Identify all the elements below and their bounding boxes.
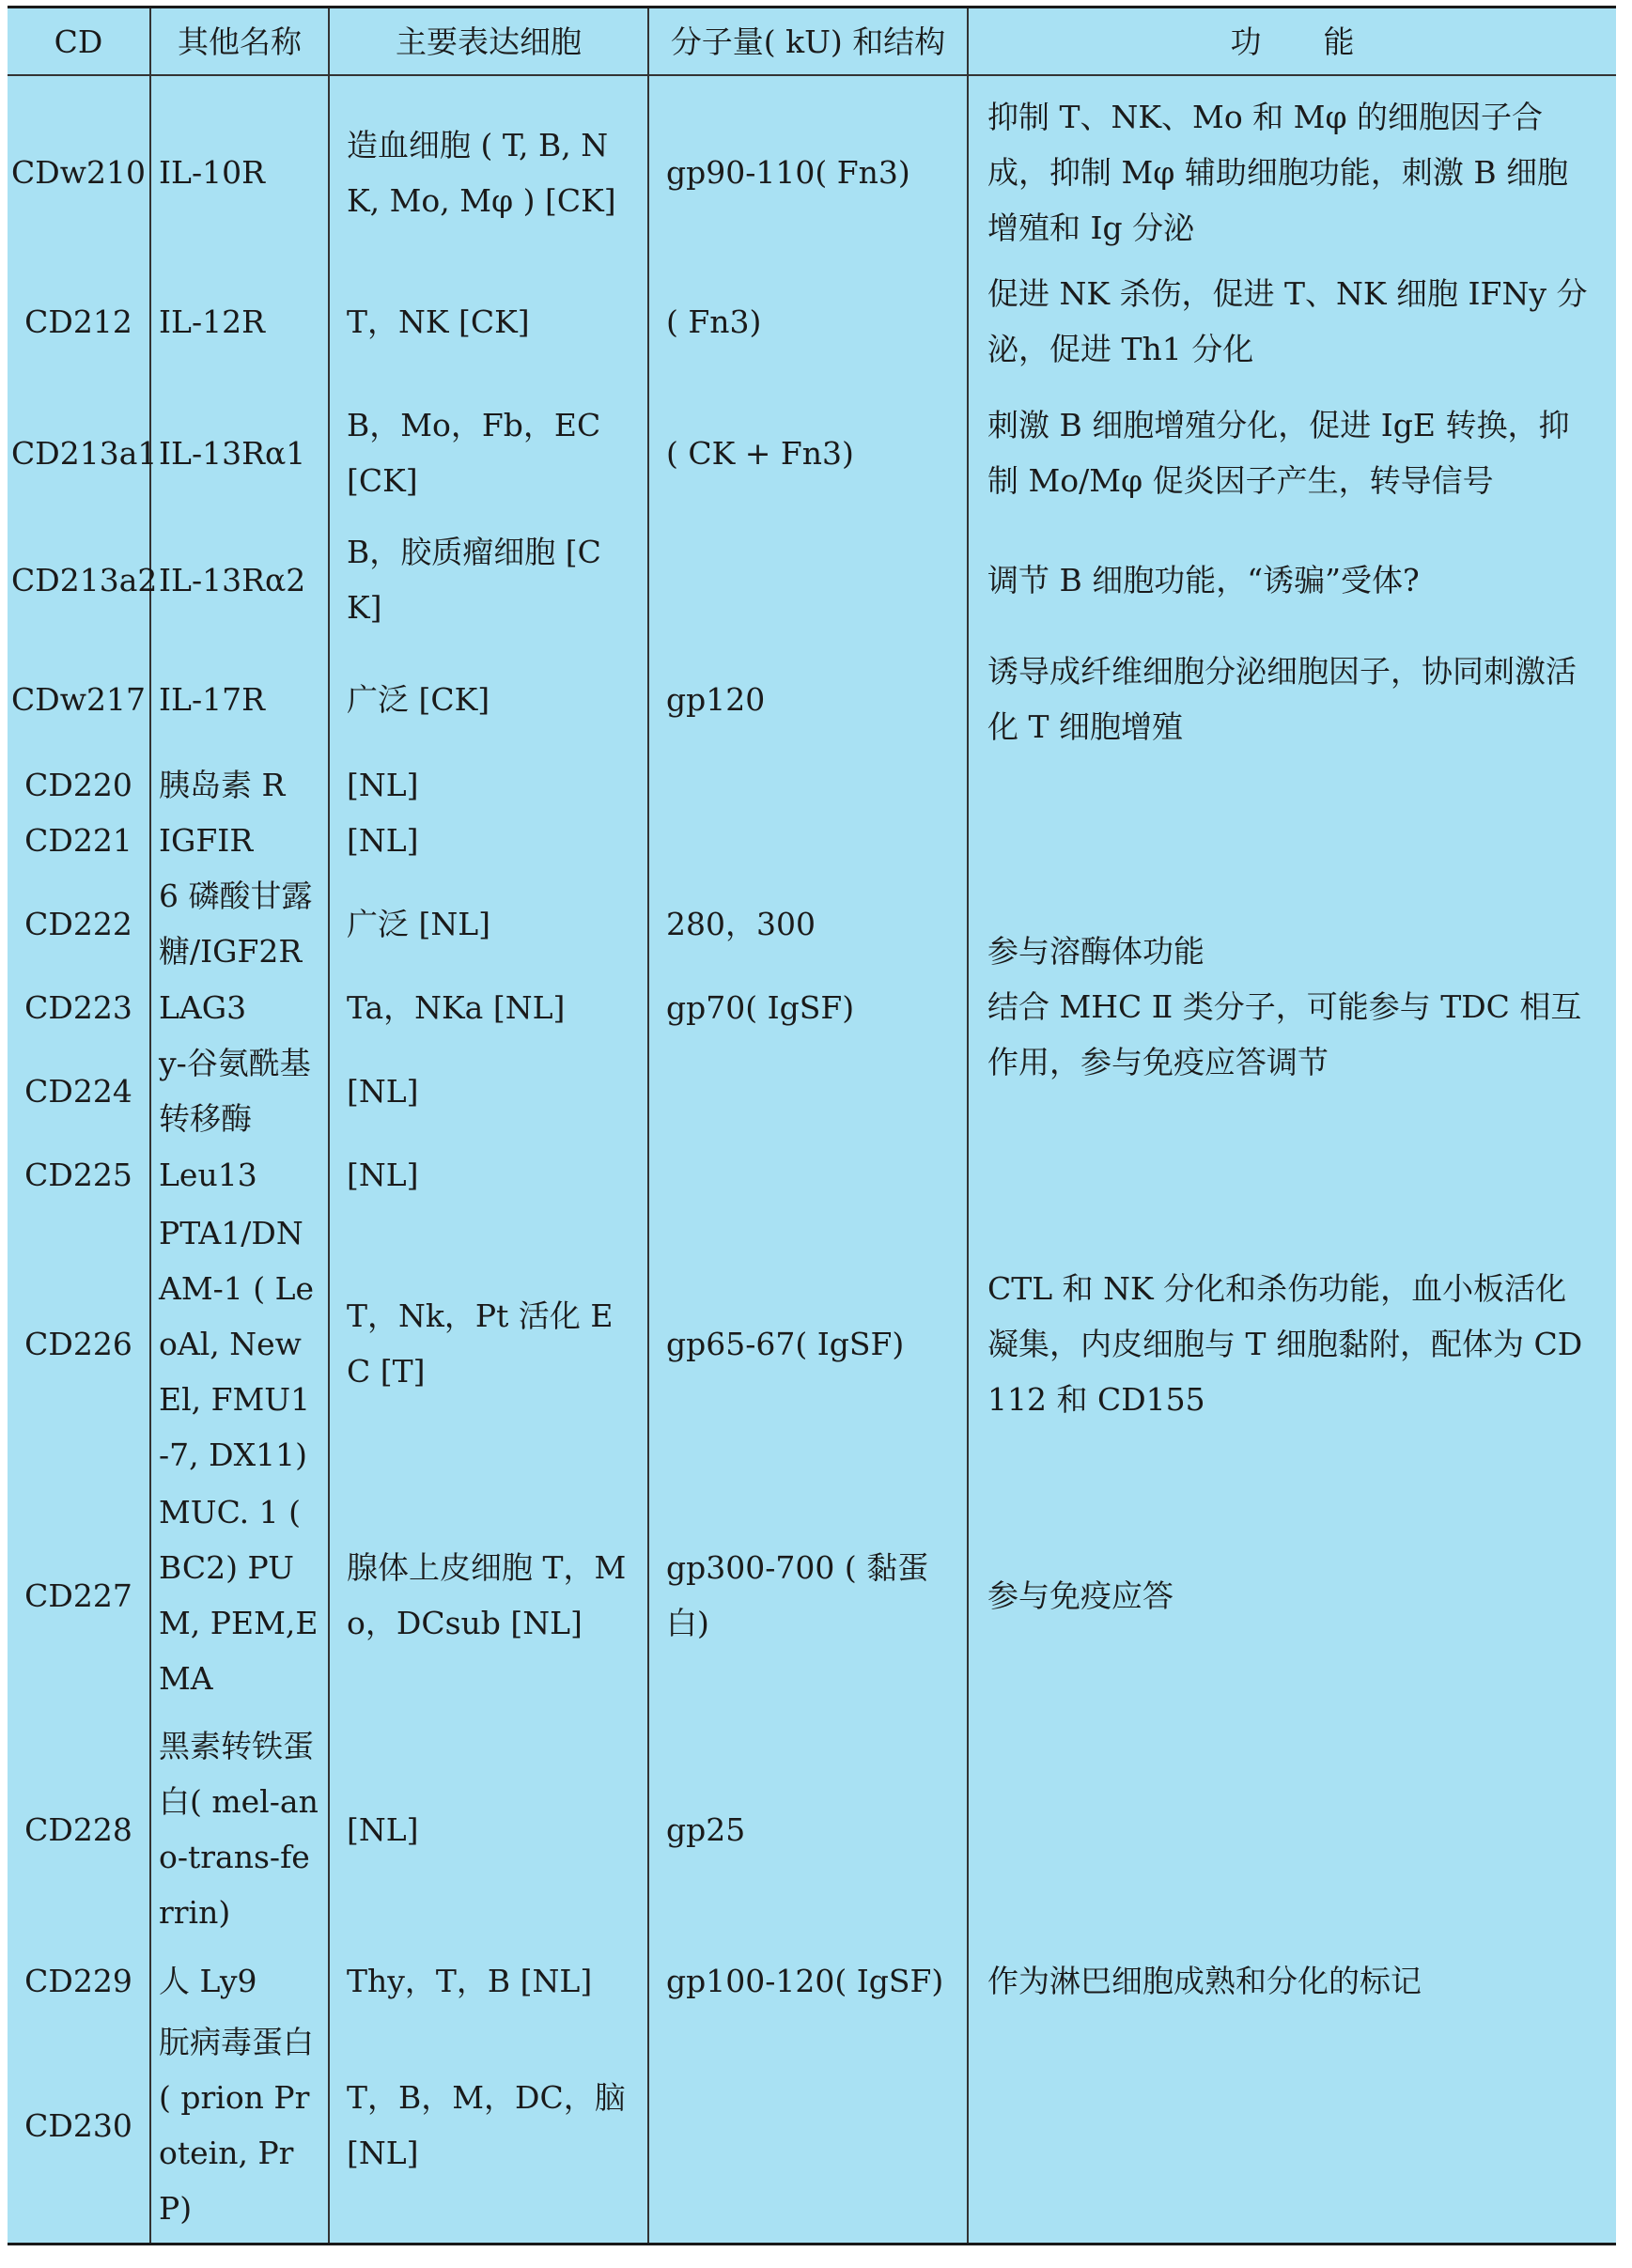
table-row [8,519,1616,641]
function-cell [968,757,1616,813]
cells-cell: [NL] [329,1035,648,1146]
cd-cell: CD228 [8,1706,150,1952]
mw-cell [648,1035,968,1146]
header-function: 功 能 [968,8,1616,76]
other-name-cell: IL-12R [150,256,329,387]
cd-cell: CD227 [8,1484,150,1706]
table-row [8,868,1616,979]
other-name-cell: IL-17R [150,641,329,757]
mw-cell [648,2009,968,2244]
cd-molecule-table [8,6,1616,2245]
table-header-row [8,8,1616,76]
cells-cell: 腺体上皮细胞 T，Mo，DCsub [NL] [329,1484,648,1706]
mw-cell: ( Fn3) [648,256,968,387]
cd-cell: CD222 [8,868,150,979]
function-cell: 刺激 B 细胞增殖分化，促进 IgE 转换，抑制 Mo/Mφ 促炎因子产生，转导信号 [968,387,1616,519]
function-cell: 调节 B 细胞功能，“诱骗”受体? [968,519,1616,641]
mw-cell: ( CK + Fn3) [648,387,968,519]
cells-cell: [NL] [329,1706,648,1952]
mw-cell [648,757,968,813]
function-cell: CTL 和 NK 分化和杀伤功能，血小板活化凝集，内皮细胞与 T 细胞黏附，配体为 CD112 和 CD155 [968,1203,1616,1484]
other-name-cell: IL-13Rα2 [150,519,329,641]
cells-cell: T，Nk，Pt 活化 EC [T] [329,1203,648,1484]
function-cell [968,813,1616,868]
cells-cell: [NL] [329,757,648,813]
cd-cell: CD212 [8,256,150,387]
cd-cell: CDw217 [8,641,150,757]
other-name-cell: 黑素转铁蛋白( mel-ano-trans-ferrin) [150,1706,329,1952]
function-cell [968,1706,1616,1952]
header-molecular-weight: 分子量( kU) 和结构 [648,8,968,76]
other-name-cell: y-谷氨酰基转移酶 [150,1035,329,1146]
cells-cell: B，Mo，Fb，EC [CK] [329,387,648,519]
function-cell: 作为淋巴细胞成熟和分化的标记 [968,1952,1616,2009]
cells-cell: T，NK [CK] [329,256,648,387]
table-row [8,757,1616,813]
function-cell [968,1146,1616,1203]
table-row [8,1706,1616,1952]
cells-cell: 广泛 [NL] [329,868,648,979]
cd-cell: CD221 [8,813,150,868]
table-row [8,256,1616,387]
function-cell: 参与溶酶体功能 [968,868,1616,979]
cd-cell: CDw210 [8,89,150,256]
mw-cell: gp100-120( IgSF) [648,1952,968,2009]
cd-cell: CD220 [8,757,150,813]
function-cell: 抑制 T、NK、Mo 和 Mφ 的细胞因子合成，抑制 Mφ 辅助细胞功能，刺激 B 细胞增殖和 Ig 分泌 [968,89,1616,256]
cd-cell: CD213a2 [8,519,150,641]
mw-cell: 280，300 [648,868,968,979]
other-name-cell: IL-10R [150,89,329,256]
table-row [8,2009,1616,2244]
cells-cell: Ta，NKa [NL] [329,979,648,1035]
cd-cell: CD224 [8,1035,150,1146]
cells-cell: 造血细胞 ( T, B, NK, Mo, Mφ ) [CK] [329,89,648,256]
cells-cell: T，B，M，DC，脑 [NL] [329,2009,648,2244]
other-name-cell: IGFIR [150,813,329,868]
table-row [8,1952,1616,2009]
mw-cell [648,1146,968,1203]
other-name-cell: LAG3 [150,979,329,1035]
other-name-cell: Leu13 [150,1146,329,1203]
other-name-cell: 人 Ly9 [150,1952,329,2009]
function-cell: 促进 NK 杀伤，促进 T、NK 细胞 IFNy 分泌，促进 Th1 分化 [968,256,1616,387]
table-row [8,1484,1616,1706]
table-row [8,89,1616,256]
other-name-cell: MUC. 1 ( BC2) PUM, PEM,EMA [150,1484,329,1706]
function-cell: 参与免疫应答 [968,1484,1616,1706]
table-row [8,1146,1616,1203]
other-name-cell: 6 磷酸甘露糖/IGF2R [150,868,329,979]
cells-cell: Thy，T，B [NL] [329,1952,648,2009]
mw-cell: gp90-110( Fn3) [648,89,968,256]
cd-cell: CD230 [8,2009,150,2244]
spacer-row [8,75,1616,89]
function-cell [968,2009,1616,2244]
cd-cell: CD213a1 [8,387,150,519]
mw-cell: gp70( IgSF) [648,979,968,1035]
cd-cell: CD223 [8,979,150,1035]
mw-cell: gp120 [648,641,968,757]
table-row [8,641,1616,757]
mw-cell: gp65-67( IgSF) [648,1203,968,1484]
header-other-names: 其他名称 [150,8,329,76]
other-name-cell: IL-13Rα1 [150,387,329,519]
other-name-cell: PTA1/DNAM-1 ( LeoAl, NewEl, FMU1-7, DX11) [150,1203,329,1484]
function-cell: 诱导成纤维细胞分泌细胞因子，协同刺激活化 T 细胞增殖 [968,641,1616,757]
other-name-cell: 朊病毒蛋白( prion Protein, PrP) [150,2009,329,2244]
table-row [8,813,1616,868]
cd-cell: CD225 [8,1146,150,1203]
cells-cell: B，胶质瘤细胞 [CK] [329,519,648,641]
cd-cell: CD229 [8,1952,150,2009]
mw-cell: gp300-700 ( 黏蛋白) [648,1484,968,1706]
header-expressing-cells: 主要表达细胞 [329,8,648,76]
mw-cell: gp25 [648,1706,968,1952]
mw-cell [648,519,968,641]
header-cd: CD [8,8,150,76]
function-cell: 结合 MHC Ⅱ 类分子，可能参与 TDC 相互作用，参与免疫应答调节 [968,979,1616,1146]
cd-cell: CD226 [8,1203,150,1484]
mw-cell [648,813,968,868]
cells-cell: [NL] [329,813,648,868]
table-row [8,1203,1616,1484]
other-name-cell: 胰岛素 R [150,757,329,813]
table-row [8,979,1616,1035]
cells-cell: [NL] [329,1146,648,1203]
cells-cell: 广泛 [CK] [329,641,648,757]
table-row [8,387,1616,519]
